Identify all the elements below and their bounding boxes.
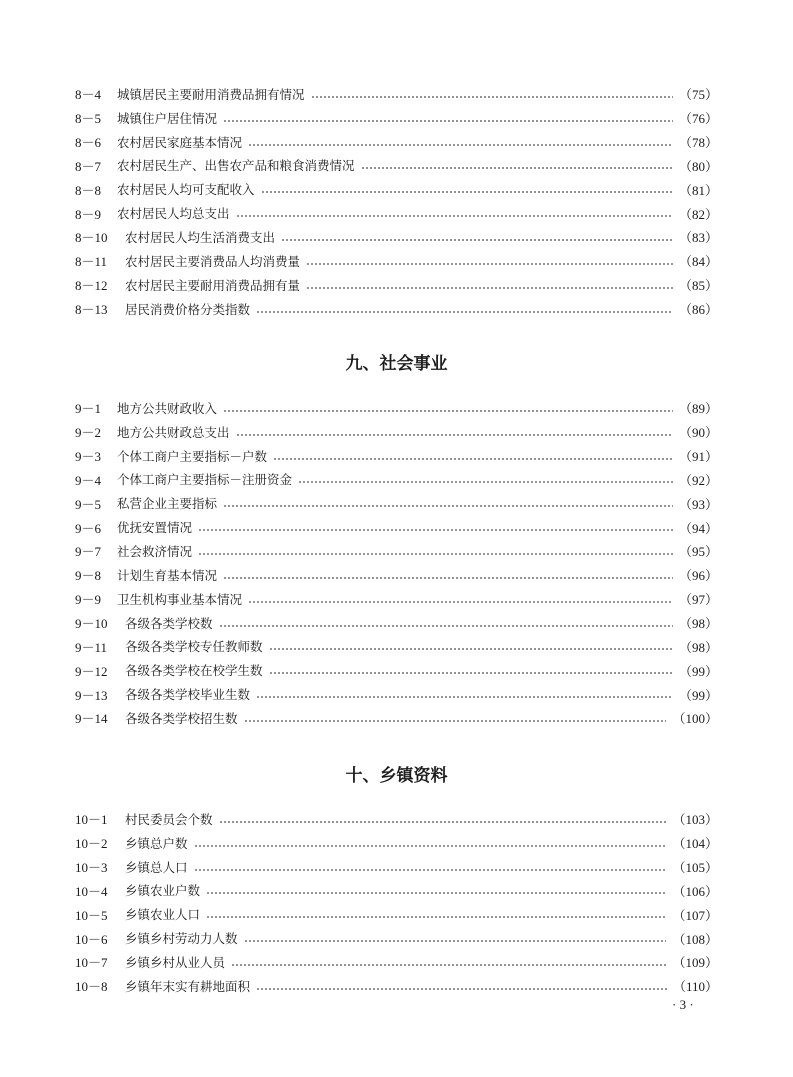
entry-title: 乡镇乡村劳动力人数: [125, 931, 238, 947]
entry-number: 8－5: [75, 111, 102, 127]
entry-number: 9－1: [75, 401, 102, 417]
entry-title: 村民委员会个数: [125, 811, 213, 827]
entry-number: 9－14: [75, 711, 108, 727]
dot-leader: [361, 167, 673, 169]
page-number: · 3 ·: [672, 997, 694, 1012]
entry-page: （81）: [678, 182, 718, 198]
dot-leader: [306, 263, 673, 265]
entry-number: 10－1: [75, 812, 108, 828]
dot-leader: [244, 940, 667, 942]
toc-entry[interactable]: [75, 130, 718, 154]
dot-leader: [194, 869, 667, 871]
entry-number: 9－6: [75, 520, 102, 536]
entry-number: 10－4: [75, 883, 108, 899]
dot-leader: [256, 988, 667, 990]
entry-title: 城镇住户居住情况: [117, 110, 218, 126]
dot-leader: [256, 696, 673, 698]
toc-section-10: [75, 807, 718, 998]
toc-entry[interactable]: [75, 82, 718, 106]
toc-entry[interactable]: [75, 634, 718, 658]
dot-leader: [223, 505, 673, 507]
entry-title: 乡镇总人口: [125, 859, 188, 875]
dot-leader: [269, 672, 673, 674]
entry-page: （103）: [672, 812, 718, 828]
toc-entry[interactable]: [75, 420, 718, 444]
entry-number: 10－7: [75, 955, 108, 971]
toc-entry[interactable]: [75, 682, 718, 706]
toc-entry[interactable]: [75, 249, 718, 273]
entry-page: （97）: [678, 592, 718, 608]
toc-entry[interactable]: [75, 611, 718, 635]
toc-entry[interactable]: [75, 706, 718, 730]
entry-page: （84）: [678, 254, 718, 270]
toc-entry[interactable]: [75, 201, 718, 225]
section-heading-9: 九、社会事业: [345, 354, 448, 374]
dot-leader: [306, 287, 673, 289]
entry-number: 9－13: [75, 687, 108, 703]
entry-page: （109）: [672, 955, 718, 971]
entry-number: 9－9: [75, 592, 102, 608]
entry-page: （83）: [678, 230, 718, 246]
entry-page: （98）: [678, 616, 718, 632]
dot-leader: [281, 239, 673, 241]
toc-entry[interactable]: [75, 879, 718, 903]
toc-section-9: [75, 396, 718, 730]
entry-number: 9－4: [75, 472, 102, 488]
dot-leader: [198, 553, 673, 555]
entry-number: 8－11: [75, 254, 108, 270]
dot-leader: [273, 458, 673, 460]
entry-title: 社会救济情况: [117, 543, 193, 559]
entry-page: （99）: [678, 687, 718, 703]
entry-number: 8－9: [75, 206, 102, 222]
toc-entry[interactable]: [75, 396, 718, 420]
entry-number: 9－5: [75, 496, 102, 512]
entry-title: 农村居民生产、出售农产品和粮食消费情况: [117, 158, 355, 174]
dot-leader: [206, 892, 666, 894]
dot-leader: [256, 311, 673, 313]
toc-entry[interactable]: [75, 926, 718, 950]
entry-number: 8－6: [75, 135, 102, 151]
dot-leader: [223, 120, 673, 122]
entry-title: 乡镇乡村从业人员: [125, 954, 226, 970]
entry-page: （85）: [678, 278, 718, 294]
entry-title: 各级各类学校数: [125, 615, 213, 631]
entry-title: 农村居民主要耐用消费品拥有量: [125, 277, 301, 293]
section-heading-10: 十、乡镇资料: [345, 766, 448, 786]
toc-entry[interactable]: [75, 539, 718, 563]
toc-entry[interactable]: [75, 106, 718, 130]
toc-entry[interactable]: [75, 515, 718, 539]
entry-title: 农村居民人均生活消费支出: [125, 229, 276, 245]
entry-title: 乡镇年末实有耕地面积: [125, 978, 251, 994]
entry-page: （76）: [678, 111, 718, 127]
entry-title: 农村居民主要消费品人均消费量: [125, 253, 301, 269]
entry-page: （75）: [678, 87, 718, 103]
entry-page: （100）: [672, 711, 718, 727]
dot-leader: [223, 577, 673, 579]
entry-title: 各级各类学校招生数: [125, 710, 238, 726]
toc-entry[interactable]: [75, 807, 718, 831]
entry-page: （91）: [678, 449, 718, 465]
entry-number: 9－11: [75, 639, 108, 655]
entry-number: 8－8: [75, 182, 102, 198]
toc-entry[interactable]: [75, 444, 718, 468]
toc-entry[interactable]: [75, 950, 718, 974]
toc-entry[interactable]: [75, 658, 718, 682]
dot-leader: [311, 96, 673, 98]
dot-leader: [261, 191, 673, 193]
entry-number: 9－3: [75, 449, 102, 465]
entry-page: （110）: [672, 979, 718, 995]
toc-entry[interactable]: [75, 273, 718, 297]
entry-title: 农村居民家庭基本情况: [117, 134, 243, 150]
entry-page: （107）: [672, 907, 718, 923]
toc-entry[interactable]: [75, 974, 718, 998]
dot-leader: [236, 434, 673, 436]
entry-page: （108）: [672, 931, 718, 947]
entry-title: 卫生机构事业基本情况: [117, 591, 243, 607]
entry-title: 各级各类学校毕业生数: [125, 687, 251, 703]
entry-number: 9－2: [75, 425, 102, 441]
entry-page: （98）: [678, 639, 718, 655]
toc-entry[interactable]: [75, 491, 718, 515]
entry-page: （86）: [678, 302, 718, 318]
dot-leader: [269, 648, 673, 650]
entry-title: 计划生育基本情况: [117, 567, 218, 583]
entry-title: 私营企业主要指标: [117, 496, 218, 512]
toc-entry[interactable]: [75, 587, 718, 611]
toc-entry[interactable]: [75, 902, 718, 926]
entry-page: （95）: [678, 544, 718, 560]
entry-page: （94）: [678, 520, 718, 536]
dot-leader: [298, 481, 673, 483]
entry-number: 10－6: [75, 931, 108, 947]
entry-title: 农村居民人均总支出: [117, 206, 230, 222]
entry-title: 个体工商户主要指标－户数: [117, 448, 268, 464]
entry-number: 8－10: [75, 230, 108, 246]
entry-page: （106）: [672, 883, 718, 899]
entry-title: 城镇居民主要耐用消费品拥有情况: [117, 86, 305, 102]
entry-number: 8－7: [75, 158, 102, 174]
dot-leader: [206, 916, 666, 918]
toc-section-8: [75, 82, 718, 320]
toc-entry[interactable]: [75, 177, 718, 201]
entry-title: 乡镇农业人口: [125, 907, 201, 923]
entry-title: 地方公共财政总支出: [117, 424, 230, 440]
entry-page: （96）: [678, 568, 718, 584]
entry-page: （82）: [678, 206, 718, 222]
entry-page: （105）: [672, 860, 718, 876]
dot-leader: [219, 625, 673, 627]
entry-title: 居民消费价格分类指数: [125, 301, 251, 317]
dot-leader: [244, 720, 667, 722]
dot-leader: [223, 410, 673, 412]
entry-number: 8－4: [75, 87, 102, 103]
entry-title: 各级各类学校在校学生数: [125, 663, 263, 679]
toc-entry[interactable]: [75, 297, 718, 321]
entry-number: 10－8: [75, 979, 108, 995]
entry-page: （89）: [678, 401, 718, 417]
entry-title: 个体工商户主要指标－注册资金: [117, 472, 293, 488]
entry-number: 9－12: [75, 663, 108, 679]
entry-number: 8－13: [75, 302, 108, 318]
dot-leader: [248, 601, 673, 603]
entry-number: 9－8: [75, 568, 102, 584]
toc-entry[interactable]: [75, 154, 718, 178]
entry-title: 乡镇总户数: [125, 835, 188, 851]
entry-page: （99）: [678, 663, 718, 679]
entry-page: （104）: [672, 836, 718, 852]
entry-number: 10－5: [75, 907, 108, 923]
dot-leader: [236, 215, 673, 217]
entry-title: 各级各类学校专任教师数: [125, 639, 263, 655]
entry-title: 农村居民人均可支配收入: [117, 182, 255, 198]
entry-page: （92）: [678, 472, 718, 488]
dot-leader: [248, 144, 673, 146]
entry-page: （78）: [678, 135, 718, 151]
entry-title: 乡镇农业户数: [125, 883, 201, 899]
toc-entry[interactable]: [75, 831, 718, 855]
toc-entry[interactable]: [75, 855, 718, 879]
entry-title: 优抚安置情况: [117, 520, 193, 536]
entry-number: 8－12: [75, 278, 108, 294]
toc-entry[interactable]: [75, 563, 718, 587]
toc-entry[interactable]: [75, 468, 718, 492]
entry-page: （80）: [678, 158, 718, 174]
entry-page: （90）: [678, 425, 718, 441]
entry-title: 地方公共财政收入: [117, 400, 218, 416]
dot-leader: [219, 821, 667, 823]
entry-number: 10－2: [75, 836, 108, 852]
entry-number: 9－10: [75, 616, 108, 632]
dot-leader: [194, 845, 667, 847]
entry-page: （93）: [678, 496, 718, 512]
toc-entry[interactable]: [75, 225, 718, 249]
entry-number: 9－7: [75, 544, 102, 560]
dot-leader: [198, 529, 673, 531]
dot-leader: [231, 964, 666, 966]
entry-number: 10－3: [75, 860, 108, 876]
